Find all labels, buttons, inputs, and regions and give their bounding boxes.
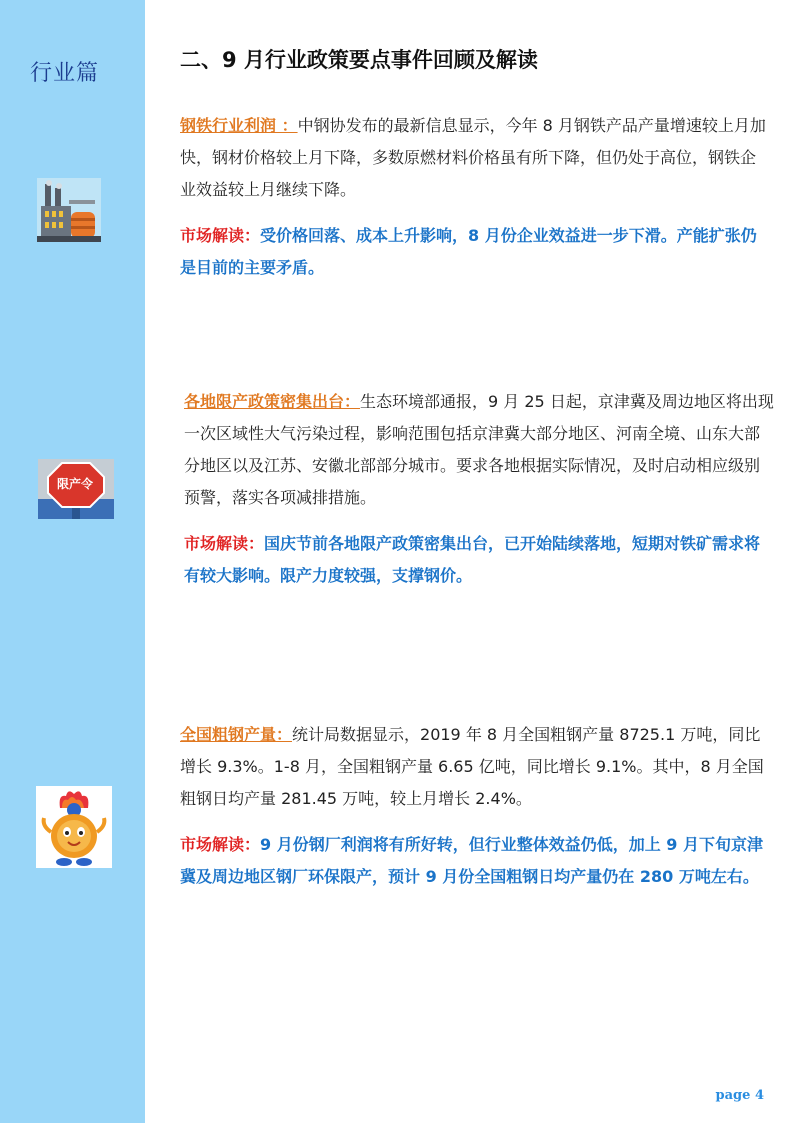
page-number: page 4 [715, 1088, 764, 1103]
interp-text: 受价格回落、成本上升影响，8 月份企业效益进一步下滑。产能扩张仍是目前的主要矛盾。 [180, 226, 757, 277]
section-label: 钢铁行业利润 ： [180, 116, 298, 135]
sidebar [0, 0, 145, 1123]
section-text: 中钢协发布的最新信息显示，今年 8 月钢铁产品产量增速较上月加快，钢材价格较上月下降，多数原燃材料价格虽有所下降，但仍处于高位，钢铁企业效益较上月继续下降。 [180, 116, 766, 199]
section-label: 全国粗钢产量： [180, 725, 293, 744]
interp-text: 9 月份钢厂利润将有所好转，但行业整体效益仍低，加上 9 月下旬京津冀及周边地区钢厂环保限产，预计 9 月份全国粗钢日均产量仍在 280 万吨左右。 [180, 835, 763, 886]
factory-icon [37, 178, 101, 242]
stop-sign-text: 限产令 [57, 477, 94, 491]
market-interpretation [184, 528, 774, 592]
section-text: 生态环境部通报，9 月 25 日起，京津冀及周边地区将出现一次区域性大气污染过程，影响范围包括京津冀大部分地区、河南全境、山东大部分地区以及江苏、安徽北部部分城市。要求各地根据实际情况，及时启动相应级别预警，落实各项减排措施。 [184, 392, 774, 507]
market-interpretation [180, 220, 770, 284]
section-text: 统计局数据显示，2019 年 8 月全国粗钢产量 8725.1 万吨，同比增长 9.3%。1-8 月，全国粗钢产量 6.65 亿吨，同比增长 9.1%。其中，8 月全国粗钢日均产量 281.45 万吨，较上月增长 2.4%。 [180, 725, 764, 808]
sidebar-title: 行业篇 [30, 61, 100, 86]
interp-text: 国庆节前各地限产政策密集出台，已开始陆续落地，短期对铁矿需求将有较大影响。限产力度较强，支撑钢价。 [184, 534, 761, 585]
interp-label: 市场解读： [184, 534, 265, 553]
section-steel-profit [180, 110, 770, 284]
market-interpretation [180, 829, 770, 893]
section-production-limits [184, 386, 774, 592]
section-paragraph [180, 110, 770, 206]
section-label: 各地限产政策密集出台： [184, 392, 361, 411]
stop-sign-icon [38, 459, 114, 519]
interp-label: 市场解读： [180, 835, 261, 854]
page-title: 二、9 月行业政策要点事件回顾及解读 [180, 48, 538, 72]
section-paragraph [184, 386, 774, 514]
mascot-icon [36, 786, 112, 868]
section-paragraph [180, 719, 770, 815]
interp-label: 市场解读： [180, 226, 261, 245]
section-crude-steel-output [180, 719, 770, 893]
